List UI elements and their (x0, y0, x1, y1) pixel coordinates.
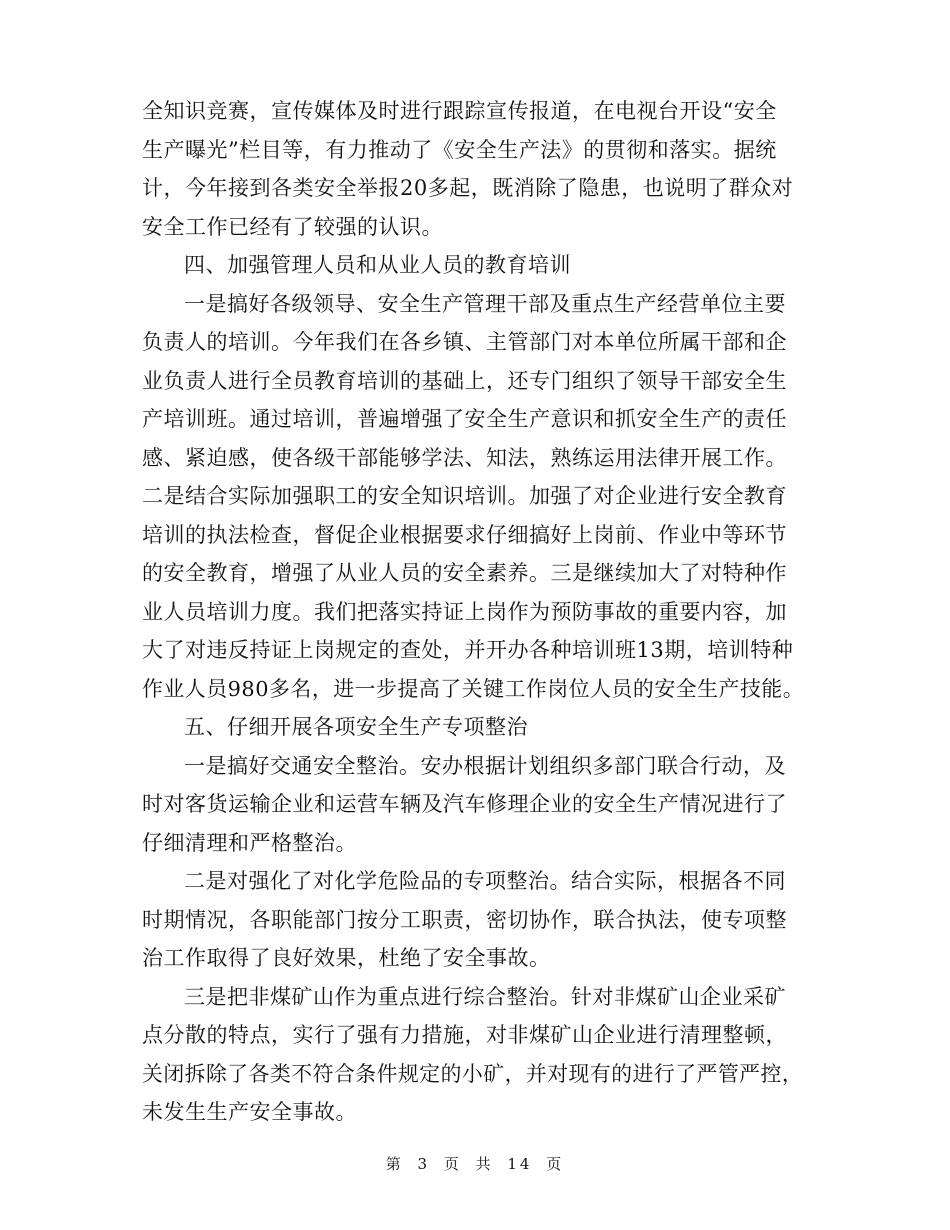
text-line: 四、加强管理人员和从业人员的教育培训 (184, 253, 571, 277)
document-body (142, 92, 805, 1132)
text-line: 负责人的培训。今年我们在各乡镇、主管部门对本单位所属干部和企 (142, 330, 787, 354)
text-line: 未发生生产安全事故。 (142, 1100, 357, 1124)
text-line: 二是对强化了对化学危险品的专项整治。结合实际，根据各不同 (184, 869, 786, 893)
text-line: 安全工作已经有了较强的认识。 (142, 214, 443, 239)
text-line: 关闭拆除了各类不符合条件规定的小矿，并对现有的进行了严管严控， (142, 1061, 804, 1086)
text-line: 感、紧迫感，使各级干部能够学法、知法，熟练运用法律开展工作。 (142, 445, 787, 470)
text-line: 作业人员980多名，进一步提高了关键工作岗位人员的安全生产技能。 (142, 676, 805, 701)
text-line: 三是把非煤矿山作为重点进行综合整治。针对非煤矿山企业采矿 (184, 984, 786, 1009)
page-footer: 第 3 页 共 14 页 (385, 1155, 565, 1173)
text-line: 产培训班。通过培训，普遍增强了安全生产意识和抓安全生产的责任 (142, 407, 787, 431)
text-line: 生产曝光”栏目等，有力推动了《安全生产法》的贯彻和落实。据统 (142, 137, 777, 162)
text-line: 二是结合实际加强职工的安全知识培训。加强了对企业进行安全教育 (142, 484, 787, 508)
text-line: 时期情况，各职能部门按分工职责，密切协作，联合执法，使专项整 (142, 907, 787, 932)
text-line: 点分散的特点，实行了强有力措施，对非煤矿山企业进行清理整顿， (142, 1023, 787, 1047)
text-line: 时对客货运输企业和运营车辆及汽车修理企业的安全生产情况进行了 (142, 792, 787, 816)
text-line: 一是搞好各级领导、安全生产管理干部及重点生产经营单位主要 (184, 291, 786, 316)
text-line: 五、仔细开展各项安全生产专项整治 (184, 715, 528, 739)
text-line: 仔细清理和严格整治。 (142, 830, 357, 855)
text-line: 的安全教育，增强了从业人员的安全素养。三是继续加大了对特种作 (142, 561, 787, 585)
text-line: 治工作取得了良好效果，杜绝了安全事故。 (142, 946, 551, 970)
text-line: 大了对违反持证上岗规定的查处，并开办各种培训班13期，培训特种 (142, 638, 794, 662)
text-line: 计，今年接到各类安全举报20多起，既消除了隐患，也说明了群众对 (142, 176, 794, 200)
text-line: 培训的执法检查，督促企业根据要求仔细搞好上岗前、作业中等环节 (142, 522, 787, 547)
text-line: 业人员培训力度。我们把落实持证上岗作为预防事故的重要内容，加 (142, 599, 787, 624)
text-line: 全知识竞赛，宣传媒体及时进行跟踪宣传报道，在电视台开设“安全 (142, 99, 777, 123)
text-line: 一是搞好交通安全整治。安办根据计划组织多部门联合行动，及 (184, 753, 786, 778)
text-line: 业负责人进行全员教育培训的基础上，还专门组织了领导干部安全生 (142, 368, 787, 393)
